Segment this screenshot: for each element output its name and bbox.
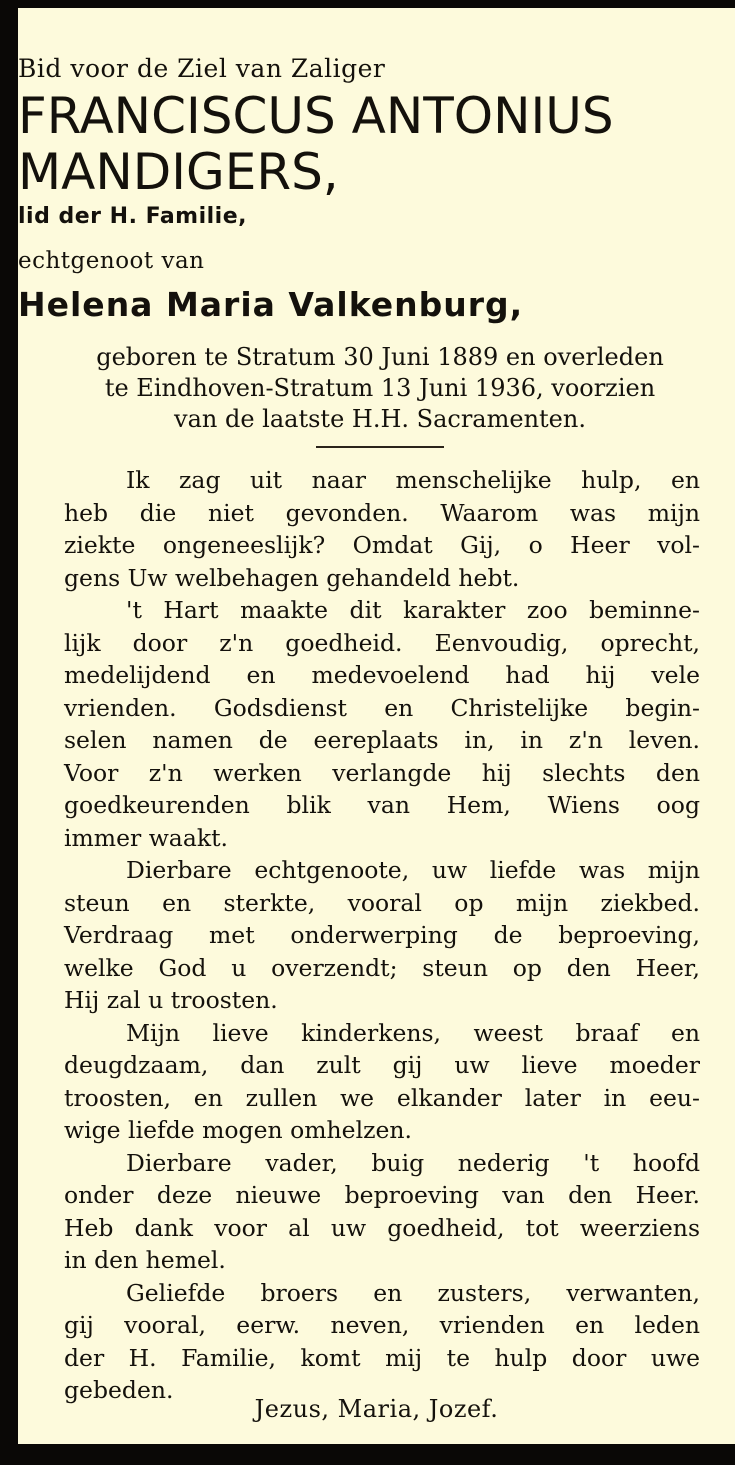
closing-invocation: Jezus, Maria, Jozef. xyxy=(254,1395,499,1423)
text-line: Geliefde broers en zusters, verwanten, xyxy=(126,1278,700,1307)
text-line: 't Hart maakte dit karakter zoo beminne- xyxy=(126,596,700,624)
deceased-name-first: FRANCISCUS ANTONIUS xyxy=(18,87,614,145)
spouse-name: Helena Maria Valkenburg, xyxy=(18,285,524,324)
text-line: wige liefde mogen omhelzen. xyxy=(64,1116,412,1144)
text-line: vrienden. Godsdienst en Christelijke begin- xyxy=(64,693,700,722)
text-line: Verdraag met onderwerping de beproeving, xyxy=(64,921,700,949)
text-line: selen namen de eereplaats in, in z'n leven. xyxy=(64,726,700,754)
text-line: Ik zag uit naar menschelijke hulp, en xyxy=(126,466,700,494)
text-line: ziekte ongeneeslijk? Omdat Gij, o Heer vol- xyxy=(64,531,700,559)
text-line: onder deze nieuwe beproeving van den Heer. xyxy=(64,1181,700,1209)
text-line: gens Uw welbehagen gehandeld hebt. xyxy=(64,563,520,592)
text-line: der H. Familie, komt mij te hulp door uwe xyxy=(64,1343,700,1372)
intro-prayer: Bid voor de Ziel van Zaliger xyxy=(18,54,386,83)
text-line: deugdzaam, dan zult gij uw lieve moeder xyxy=(64,1051,700,1079)
spouse-intro: echtgenoot van xyxy=(18,248,205,274)
text-line: Dierbare vader, buig nederig 't hoofd xyxy=(126,1148,700,1177)
memorial-card xyxy=(18,8,735,1444)
birth-line: geboren te Stratum 30 Juni 1889 en overleden xyxy=(96,343,664,371)
text-line: Mijn lieve kinderkens, weest braaf en xyxy=(126,1018,700,1047)
memorial-text xyxy=(64,464,700,1407)
membership-line: lid der H. Familie, xyxy=(18,204,248,229)
text-line: Dierbare echtgenoote, uw liefde was mijn xyxy=(126,856,700,884)
birth-death-details xyxy=(60,342,700,435)
text-line: Heb dank voor al uw goedheid, tot weerziens xyxy=(64,1213,700,1242)
birth-line: van de laatste H.H. Sacramenten. xyxy=(174,405,586,433)
text-line: gebeden. xyxy=(64,1376,174,1404)
birth-line: te Eindhoven-Stratum 13 Juni 1936, voorzien xyxy=(104,374,656,402)
text-line: Voor z'n werken verlangde hij slechts den xyxy=(64,758,700,787)
text-line: troosten, en zullen we elkander later in eeu- xyxy=(64,1083,700,1112)
text-line: immer waakt. xyxy=(64,823,228,852)
text-line: heb die niet gevonden. Waarom was mijn xyxy=(64,498,700,527)
text-line: lijk door z'n goedheid. Eenvoudig, oprecht, xyxy=(64,628,700,657)
text-line: goedkeurenden blik van Hem, Wiens oog xyxy=(64,791,700,819)
text-line: in den hemel. xyxy=(64,1246,226,1274)
text-line: gij vooral, eerw. neven, vrienden en leden xyxy=(64,1311,700,1339)
text-line: steun en sterkte, vooral op mijn ziekbed. xyxy=(64,888,700,917)
text-line: welke God u overzendt; steun op den Heer, xyxy=(64,953,700,982)
divider-rule xyxy=(316,446,444,448)
text-line: medelijdend en medevoelend had hij vele xyxy=(64,661,700,689)
deceased-name-last: MANDIGERS, xyxy=(18,143,339,201)
text-line: Hij zal u troosten. xyxy=(64,986,278,1014)
